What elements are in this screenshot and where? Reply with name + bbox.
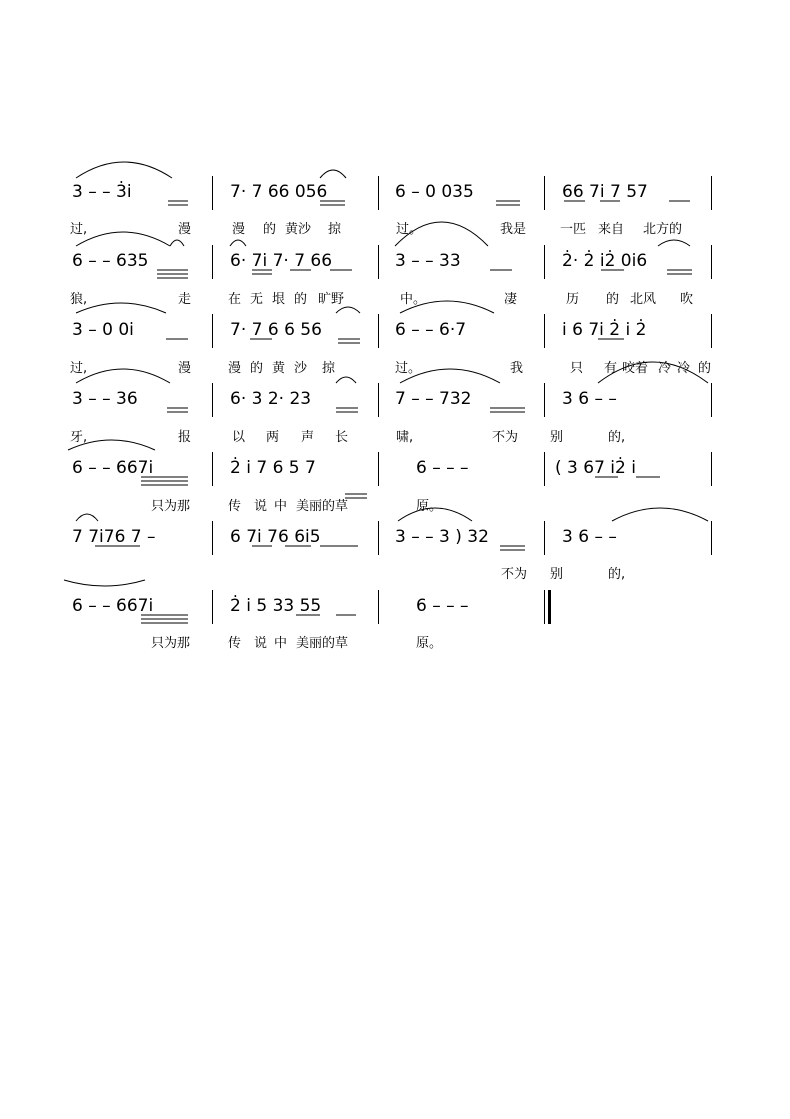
lyric-word: 报 [178,430,192,445]
measure-notes: 3 – – 3̇i̇ [72,182,132,202]
barline [212,383,213,417]
barline [544,176,545,210]
lyric-word: 美丽 [296,636,323,651]
lyric-word: 凄 [504,292,518,307]
lyric-word: 一匹 [560,222,587,237]
barline [711,314,712,348]
lyric-word: 旷野 [318,292,345,307]
lyric-word: 啸, [396,430,414,445]
barline [378,314,379,348]
barline [212,590,213,624]
barline [544,452,545,486]
lyric-word: 不为 [492,430,519,445]
lyric-word: 咬着 [622,361,649,376]
lyric-word: 狼, [70,292,88,307]
lyric-word: 北风 [630,292,657,307]
lyric-row [0,218,790,238]
lyric-word: 漫 [228,361,242,376]
barline [378,452,379,486]
lyric-word: 北方的 [643,222,683,237]
measure-notes: 7 7i̇76 7 – [72,527,156,547]
barline [378,590,379,624]
lyric-word: 漫 [232,222,246,237]
barline [544,383,545,417]
barline [711,452,712,486]
lyric-word: 的草 [322,499,349,514]
lyric-word: 历 [566,292,580,307]
lyric-word: 只为那 [151,636,191,651]
lyric-word: 只为那 [151,499,191,514]
measure-notes: 6 – – – [416,596,469,616]
measure-notes: 6 – – 635 [72,251,149,271]
lyric-word: 两 [266,430,280,445]
lyric-word: 别 [550,430,564,445]
measure-notes: 6· 7i̇ 7· 7 66 [230,251,333,271]
slur-arc [658,240,690,246]
lyric-word: 冷 [677,361,691,376]
lyric-word: 过, [70,222,88,237]
lyric-word: 的 [263,222,277,237]
barline [711,521,712,555]
notation-row [0,389,790,425]
lyric-word: 有 [604,361,618,376]
lyric-word: 美丽 [296,499,323,514]
lyric-row [0,563,790,583]
lyric-row [0,288,790,308]
slur-arc [170,240,184,246]
measure-notes: 7· 7 6 6 56 [230,320,322,340]
lyric-word: 传 [228,499,242,514]
barline [212,314,213,348]
lyric-word: 在 [228,292,242,307]
lyric-row [0,357,790,377]
lyric-word: 我是 [500,222,527,237]
lyric-word: 的 [294,292,308,307]
lyric-word: 冷 [658,361,672,376]
barline [711,176,712,210]
barline [544,245,545,279]
lyric-word: 以 [232,430,246,445]
measure-notes: i̇ 6 7i̇ 2̇ i̇ 2̇ [562,320,647,340]
lyric-word: 垠 [272,292,286,307]
final-barline [544,590,545,624]
barline [378,176,379,210]
measure-notes: 3 – – 36 [72,389,138,409]
slur-arc [76,162,172,178]
notation-row [0,320,790,356]
barline [544,314,545,348]
measure-notes: 66 7i̇ 7 57 [562,182,648,202]
lyric-word: 的草 [322,636,349,651]
barline [378,521,379,555]
lyric-word: 走 [178,292,192,307]
lyric-word: 中。 [400,292,427,307]
slur-arc [320,170,346,178]
lyric-word: 只 [570,361,584,376]
lyric-word: 过。 [396,222,423,237]
notation-row [0,251,790,287]
measure-notes: 3 6 – – [562,527,617,547]
lyric-word: 别 [550,567,564,582]
lyric-word: 黄 [272,361,286,376]
lyric-word: 中 [274,499,288,514]
lyric-word: 无 [250,292,264,307]
lyric-row [0,632,790,652]
measure-notes: 6 7i̇ 76 6i̇5 [230,527,321,547]
lyric-word: 吹 [680,292,694,307]
measure-notes: 6 – – 667i̇ [72,596,154,616]
lyric-word: 我 [510,361,524,376]
measure-notes: 7 – – 732 [395,389,472,409]
measure-notes: 3 – 0 0i̇ [72,320,134,340]
measure-notes: ( 3 67 i̇2̇ i̇ [555,458,636,478]
measure-notes: 7· 7 66 056 [230,182,328,202]
lyric-word: 不为 [501,567,528,582]
lyric-word: 过。 [395,361,422,376]
lyric-word: 声 [301,430,315,445]
slur-arc [230,240,246,246]
lyric-word: 说 [254,636,268,651]
barline [378,245,379,279]
measure-notes: 2̇· 2̇ i̇2̇ 0i̇6 [562,251,648,271]
lyric-word: 牙, [70,430,88,445]
barline [212,521,213,555]
lyric-word: 漫 [178,361,192,376]
lyric-word: 说 [254,499,268,514]
measure-notes: 6· 3 2· 23 [230,389,312,409]
lyric-word: 的 [698,361,712,376]
lyric-row [0,426,790,446]
barline [212,452,213,486]
notation-row [0,458,790,494]
notation-row [0,596,790,632]
notation-row [0,182,790,218]
lyric-word: 来自 [598,222,625,237]
slur-arc [336,377,356,383]
lyric-word: 原。 [416,636,443,651]
barline [544,521,545,555]
barline [212,176,213,210]
notation-row [0,527,790,563]
lyric-word: 掠 [322,361,336,376]
lyric-word: 传 [228,636,242,651]
lyric-word: 的 [250,361,264,376]
measure-notes: 3 – – 33 [395,251,461,271]
lyric-word: 沙 [294,361,308,376]
lyric-word: 的, [608,567,626,582]
measure-notes: 6 – – 6·7 [395,320,467,340]
barline [378,383,379,417]
lyric-word: 长 [335,430,349,445]
lyric-row [0,495,790,515]
lyric-word: 漫 [178,222,192,237]
lyric-word: 过, [70,361,88,376]
barline [711,245,712,279]
barline [711,383,712,417]
lyric-word: 中 [274,636,288,651]
measure-notes: 3 6 – – [562,389,617,409]
measure-notes: 2̇ i̇ 7 6 5 7 [230,458,316,478]
measure-notes: 6 – – 667i̇ [72,458,154,478]
lyric-word: 的 [606,292,620,307]
barline [212,245,213,279]
lyric-word: 原。 [416,499,443,514]
measure-notes: 3 – – 3 ) 32 [395,527,489,547]
slur-arc [76,514,98,521]
lyric-word: 的, [608,430,626,445]
measure-notes: 6 – – – [416,458,469,478]
measure-notes: 6 – 0 035 [395,182,474,202]
measure-notes: 2̇ i̇ 5 33 55 [230,596,322,616]
lyric-word: 掠 [328,222,342,237]
lyric-word: 黄沙 [285,222,312,237]
